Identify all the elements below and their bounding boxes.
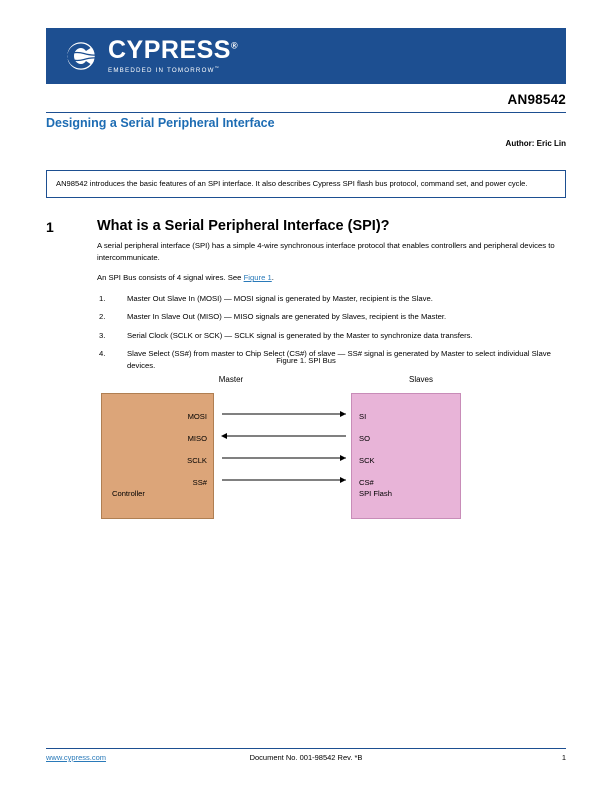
master-signal-sclk: SCLK <box>187 456 207 465</box>
document-code: AN98542 <box>507 92 566 107</box>
figure-caption: Figure 1. SPI Bus <box>276 356 336 365</box>
cypress-logo-icon <box>60 40 102 72</box>
slave-signal-si: SI <box>359 412 367 421</box>
list-item-text: Master Out Slave In (MOSI) — MOSI signal is generated by Master, recipient is the Slave. <box>127 293 433 303</box>
abstract-box <box>46 170 566 198</box>
list-item-number: 1. <box>99 293 106 303</box>
list-item-text: Master In Slave Out (MISO) — MISO signals are generated by Slaves, recipient is the Master. <box>127 312 447 322</box>
list-item-text: Slave Select (SS#) from master to Chip Select (CS#) of slave — SS# signal is generated by Master to select individual Slave devices. <box>127 349 551 370</box>
list-item <box>97 330 566 342</box>
list-item-number: 3. <box>99 330 106 340</box>
master-signal-miso: MISO <box>187 434 207 443</box>
figure-signal-arrows <box>46 372 566 522</box>
title-divider <box>46 112 566 113</box>
figure-slaves-label: Slaves <box>408 375 433 384</box>
cypress-logo <box>46 28 246 84</box>
logo-name: CYPRESS® <box>108 35 239 64</box>
slave-signal-cs: CS# <box>359 478 374 487</box>
paragraph-intro: A serial peripheral interface (SPI) has a simple 4-wire synchronous interface protocol that enables controllers and peripheral devices to intercommunicate. <box>97 241 555 262</box>
paragraph-figure-ref <box>97 272 566 284</box>
list-item <box>97 293 566 305</box>
list-item-number: 2. <box>99 312 106 322</box>
master-signal-ss: SS# <box>192 478 207 487</box>
logo-wordmark <box>108 35 239 74</box>
footer-divider <box>46 748 566 749</box>
footer-website-link[interactable]: www.cypress.com <box>46 753 107 762</box>
figure-1-link[interactable]: Figure 1 <box>243 273 272 283</box>
author-line: Author: Eric Lin <box>505 139 566 148</box>
figure-ref-prefix: An SPI Bus consists of 4 signal wires. See <box>97 273 244 283</box>
logo-tm-mark: ™ <box>214 64 220 70</box>
figure-spi-bus <box>46 372 566 522</box>
slave-signal-sck: SCK <box>359 456 375 465</box>
logo-tagline: EMBEDDED IN TOMORROW™ <box>108 64 220 74</box>
header-band <box>46 28 566 84</box>
master-signal-mosi: MOSI <box>187 412 207 421</box>
section-heading: What is a Serial Peripheral Interface (SPI)? <box>97 218 390 234</box>
figure-master-label: Master <box>218 375 244 384</box>
list-item <box>97 311 566 323</box>
footer-document-number: Document No. 001-98542 Rev. *B <box>249 753 363 762</box>
section-number: 1 <box>46 219 54 235</box>
logo-registered-mark: ® <box>230 40 239 51</box>
footer-page-number: 1 <box>561 753 566 762</box>
slave-device-label: SPI Flash <box>359 489 392 498</box>
list-item-text: Serial Clock (SCLK or SCK) — SCLK signal is generated by the Master to synchronize data transfers. <box>127 330 473 340</box>
figure-ref-suffix: . <box>271 273 274 283</box>
abstract-text: AN98542 introduces the basic features of an SPI interface. It also describes Cypress SPI flash bus protocol, command set, and power cycle. <box>56 179 528 188</box>
master-device-label: Controller <box>112 489 145 498</box>
list-item-number: 4. <box>99 349 106 359</box>
slave-signal-so: SO <box>359 434 370 443</box>
page-title: Designing a Serial Peripheral Interface <box>46 116 275 130</box>
